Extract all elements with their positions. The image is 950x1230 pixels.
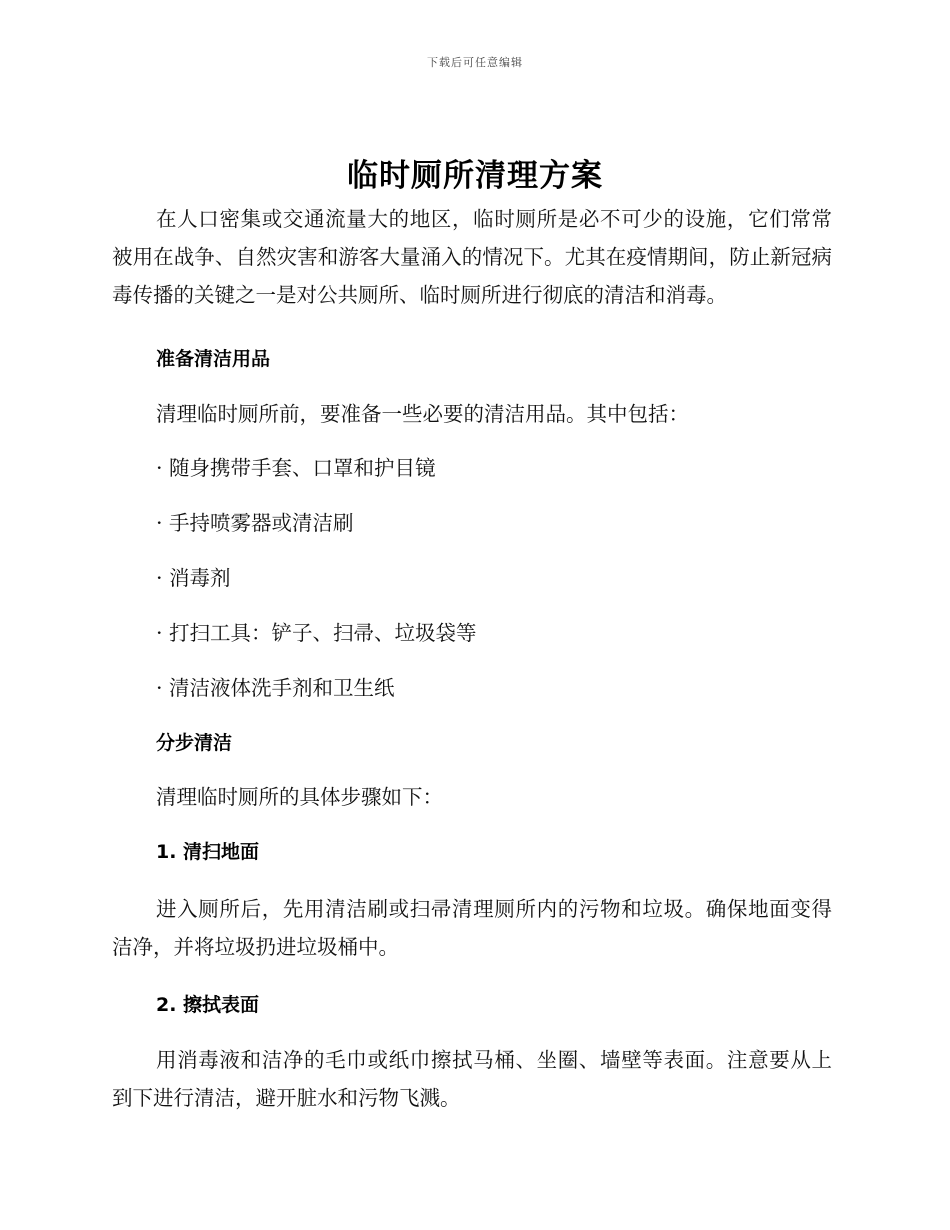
list-item: · 消毒剂 — [156, 566, 231, 590]
page-title: 临时厕所清理方案 — [347, 158, 603, 194]
steps-intro: 清理临时厕所的具体步骤如下： — [156, 785, 443, 809]
list-item: · 清洁液体洗手剂和卫生纸 — [156, 676, 395, 700]
list-item: · 随身携带手套、口罩和护目镜 — [156, 456, 436, 480]
intro-paragraph: 在人口密集或交通流量大的地区，临时厕所是必不可少的设施，它们常常被用在战争、自然灾害和游客大量涌入的情况下。尤其在疫情期间，防止新冠病毒传播的关键之一是对公共厕所、临时厕所进行彻底的清洁和消毒。 — [112, 207, 832, 307]
step-paragraph-wipe: 用消毒液和洁净的毛巾或纸巾擦拭马桶、坐圈、墙壁等表面。注意要从上到下进行清洁，避开脏水和污物飞溅。 — [112, 1048, 832, 1110]
step-paragraph-sweep: 进入厕所后，先用清洁刷或扫帚清理厕所内的污物和垃圾。确保地面变得洁净，并将垃圾扔进垃圾桶中。 — [112, 897, 832, 959]
supplies-intro: 清理临时厕所前，要准备一些必要的清洁用品。其中包括： — [156, 402, 689, 426]
header-note: 下载后可任意编辑 — [427, 56, 523, 69]
step-heading-wipe: 2. 擦拭表面 — [156, 994, 260, 1016]
list-item: · 打扫工具：铲子、扫帚、垃圾袋等 — [156, 621, 477, 645]
step-heading-sweep: 1. 清扫地面 — [156, 841, 260, 863]
section-heading-steps: 分步清洁 — [156, 732, 233, 754]
section-heading-supplies: 准备清洁用品 — [156, 348, 271, 370]
list-item: · 手持喷雾器或清洁刷 — [156, 511, 354, 535]
